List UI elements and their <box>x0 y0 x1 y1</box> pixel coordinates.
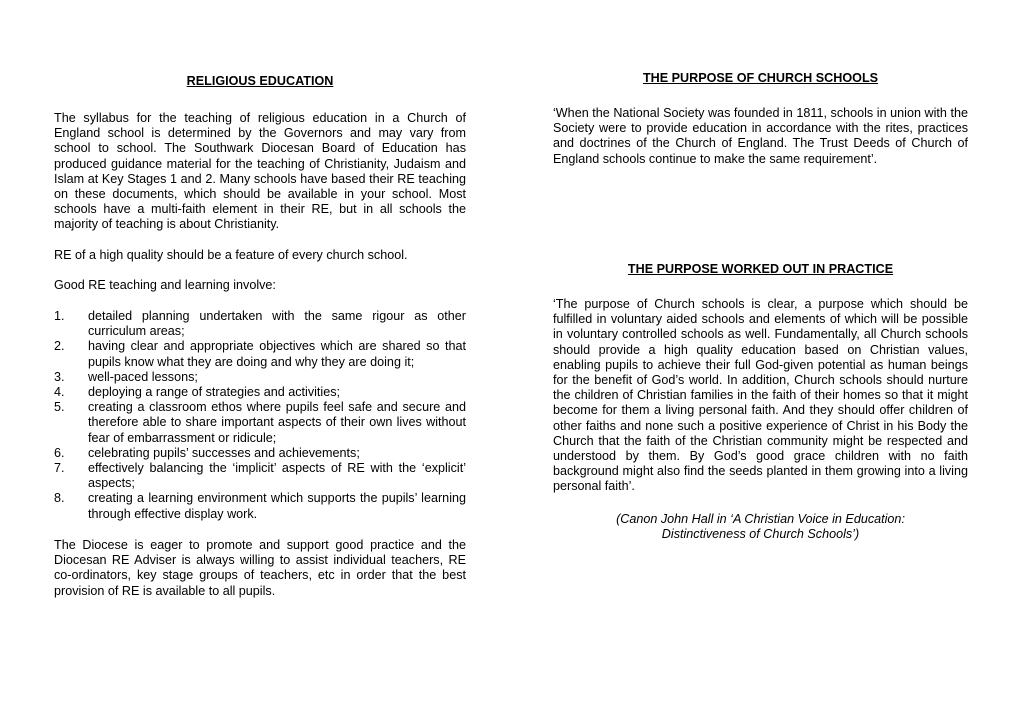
list-text: detailed planning undertaken with the same rigour as other curriculum areas; <box>88 309 466 339</box>
list-item <box>54 400 466 446</box>
list-item <box>54 339 466 369</box>
list-item <box>54 446 466 461</box>
citation-line-1: (Canon John Hall in ‘A Christian Voice in Education: <box>616 512 905 526</box>
list-text: creating a classroom ethos where pupils feel safe and secure and therefore able to share important aspects of their own lives without fear of embarrassment or ridicule; <box>88 400 466 445</box>
list-item <box>54 370 466 385</box>
list-number: 2. <box>54 339 65 354</box>
list-number: 1. <box>54 309 65 323</box>
heading-religious-education: RELIGIOUS EDUCATION <box>186 74 334 88</box>
list-number: 6. <box>54 445 65 460</box>
list-intro: Good RE teaching and learning involve: <box>54 278 276 292</box>
citation-line-2: Distinctiveness of Church Schools’) <box>661 527 860 542</box>
list-number: 7. <box>54 461 65 476</box>
citation <box>553 512 968 542</box>
quality-paragraph: RE of a high quality should be a feature of every church school. <box>54 248 408 262</box>
list-number: 5. <box>54 400 65 415</box>
national-society-quote: ‘When the National Society was founded in 1811, schools in union with the Society were to provide education in accordance with the rites, practices and doctrines of the Church of England. The Trust Deeds of Church of England schools continue to make the same requirement’. <box>553 106 968 166</box>
list-number: 8. <box>54 491 65 506</box>
list-text: creating a learning environment which supports the pupils’ learning through effective display work. <box>88 491 466 521</box>
list-item <box>54 491 466 521</box>
list-text: effectively balancing the ‘implicit’ aspects of RE with the ‘explicit’ aspects; <box>88 461 466 491</box>
list-text: well-paced lessons; <box>88 369 198 384</box>
closing-paragraph: The Diocese is eager to promote and support good practice and the Diocesan RE Adviser is always willing to assist individual teachers, RE co-ordinators, key stage groups of teachers, etc in order that the best provision of RE is available to all pupils. <box>54 538 466 598</box>
list-text: celebrating pupils’ successes and achievements; <box>88 445 360 460</box>
good-practice-list <box>54 309 466 522</box>
list-number: 3. <box>54 369 65 384</box>
list-item <box>54 385 466 400</box>
intro-paragraph: The syllabus for the teaching of religious education in a Church of England school is determined by the Governors and may vary from school to school. The Southwark Diocesan Board of Education has produced guidance material for the teaching of Christianity, Judaism and Islam at Key Stages 1 and 2. Many schools have based their RE teaching on these documents, which should be available in your school. Most schools have a multi-faith element in their RE, but in all schools the majority of teaching is about Christianity. <box>54 111 466 232</box>
list-item <box>54 461 466 491</box>
list-item <box>54 309 466 339</box>
heading-purpose-of-church-schools: THE PURPOSE OF CHURCH SCHOOLS <box>642 71 879 85</box>
heading-purpose-in-practice: THE PURPOSE WORKED OUT IN PRACTICE <box>627 262 894 276</box>
list-number: 4. <box>54 385 65 400</box>
list-text: having clear and appropriate objectives which are shared so that pupils know what they are doing and why they are doing it; <box>88 339 466 369</box>
list-text: deploying a range of strategies and activities; <box>88 385 341 400</box>
purpose-quote: ‘The purpose of Church schools is clear, a purpose which should be fulfilled in voluntary aided schools and elements of which will be possible in voluntary controlled schools as well. Fundamentally, all Church schools should provide a high quality education based on Christian values, enabling pupils to achieve their full God-given potential as human beings for the benefit of God’s world. In addition, Church schools should nurture the children of Christian families in the faith of their homes so that it might become for them a living personal faith. And they should offer children of other faiths and none such a positive experience of Christ in his Body the Church that the faith of the Christian community might be respected and understood by them. By God’s good grace children with no faith background might also find the seeds planted in them growing into a living personal faith’. <box>553 297 968 494</box>
